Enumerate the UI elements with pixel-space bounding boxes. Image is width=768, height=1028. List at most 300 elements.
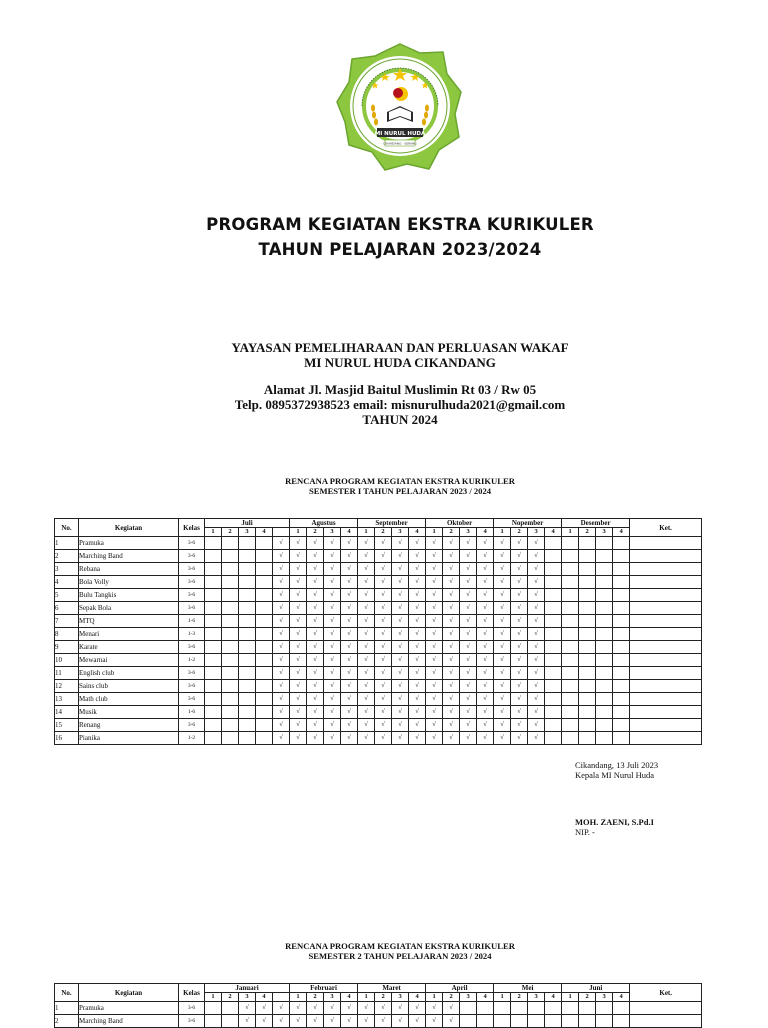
check-mark: √ xyxy=(341,667,358,680)
row-note xyxy=(630,589,702,602)
check-mark: √ xyxy=(341,628,358,641)
empty-cell xyxy=(579,615,596,628)
check-mark: √ xyxy=(426,693,443,706)
check-mark: √ xyxy=(324,1002,341,1015)
signature-nip: NIP. - xyxy=(575,827,595,837)
check-mark: √ xyxy=(528,576,545,589)
header-week: 3 xyxy=(324,528,341,537)
header-week: 4 xyxy=(477,528,494,537)
document-title-line2: TAHUN PELAJARAN 2023/2024 xyxy=(258,240,542,259)
empty-cell xyxy=(239,654,256,667)
check-mark: √ xyxy=(358,550,375,563)
check-mark: √ xyxy=(443,615,460,628)
header-week: 1 xyxy=(358,993,375,1002)
empty-cell xyxy=(596,1015,613,1028)
header-week: 1 xyxy=(562,528,579,537)
empty-cell xyxy=(579,680,596,693)
empty-cell xyxy=(545,719,562,732)
row-activity: Karate xyxy=(79,641,179,654)
row-activity: Sains club xyxy=(79,680,179,693)
empty-cell xyxy=(545,680,562,693)
check-mark: √ xyxy=(307,602,324,615)
empty-cell xyxy=(579,1015,596,1028)
row-activity: Menari xyxy=(79,628,179,641)
empty-cell xyxy=(596,615,613,628)
empty-cell xyxy=(239,550,256,563)
header-month: April xyxy=(426,984,494,993)
empty-cell xyxy=(545,563,562,576)
check-mark: √ xyxy=(426,1002,443,1015)
check-mark: √ xyxy=(341,563,358,576)
check-mark: √ xyxy=(392,537,409,550)
check-mark: √ xyxy=(324,654,341,667)
empty-cell xyxy=(596,602,613,615)
check-mark: √ xyxy=(273,537,290,550)
header-kegiatan: Kegiatan xyxy=(79,519,179,537)
row-note xyxy=(630,732,702,745)
table-row xyxy=(55,615,702,628)
check-mark: √ xyxy=(375,576,392,589)
empty-cell xyxy=(613,589,630,602)
check-mark: √ xyxy=(392,550,409,563)
check-mark: √ xyxy=(528,667,545,680)
header-week xyxy=(273,993,290,1002)
check-mark: √ xyxy=(477,641,494,654)
empty-cell xyxy=(205,667,222,680)
row-activity: English club xyxy=(79,667,179,680)
check-mark: √ xyxy=(290,628,307,641)
signature-position: Kepala MI Nurul Huda xyxy=(575,770,655,780)
header-week: 4 xyxy=(409,993,426,1002)
empty-cell xyxy=(562,680,579,693)
row-note xyxy=(630,550,702,563)
row-note xyxy=(630,680,702,693)
row-note xyxy=(630,1015,702,1028)
empty-cell xyxy=(256,563,273,576)
header-kelas: Kelas xyxy=(179,519,205,537)
row-number: 6 xyxy=(55,602,79,615)
header-month: Agustus xyxy=(290,519,358,528)
check-mark: √ xyxy=(290,576,307,589)
check-mark: √ xyxy=(307,563,324,576)
check-mark: √ xyxy=(273,628,290,641)
empty-cell xyxy=(205,576,222,589)
empty-cell xyxy=(579,550,596,563)
header-week xyxy=(273,528,290,537)
school-address: Alamat Jl. Masjid Baitul Muslimin Rt 03 / Rw 05 xyxy=(263,382,537,397)
row-note xyxy=(630,563,702,576)
check-mark: √ xyxy=(358,537,375,550)
check-mark: √ xyxy=(409,732,426,745)
check-mark: √ xyxy=(426,706,443,719)
check-mark: √ xyxy=(511,680,528,693)
row-class: 1-3 xyxy=(179,628,205,641)
check-mark: √ xyxy=(494,706,511,719)
row-activity: Bulu Tangkis xyxy=(79,589,179,602)
row-note xyxy=(630,693,702,706)
row-activity: Marching Band xyxy=(79,550,179,563)
check-mark: √ xyxy=(324,706,341,719)
empty-cell xyxy=(562,719,579,732)
empty-cell xyxy=(596,589,613,602)
check-mark: √ xyxy=(409,693,426,706)
row-number: 9 xyxy=(55,641,79,654)
row-class: 3-6 xyxy=(179,693,205,706)
check-mark: √ xyxy=(375,1015,392,1028)
header-month: Mei xyxy=(494,984,562,993)
header-week: 1 xyxy=(205,528,222,537)
check-mark: √ xyxy=(528,693,545,706)
check-mark: √ xyxy=(409,589,426,602)
check-mark: √ xyxy=(324,602,341,615)
check-mark: √ xyxy=(273,1015,290,1028)
check-mark: √ xyxy=(460,719,477,732)
check-mark: √ xyxy=(392,706,409,719)
header-week: 2 xyxy=(222,993,239,1002)
check-mark: √ xyxy=(494,680,511,693)
empty-cell xyxy=(256,667,273,680)
institution-name: YAYASAN PEMELIHARAAN DAN PERLUASAN WAKAF xyxy=(231,340,569,355)
check-mark: √ xyxy=(307,706,324,719)
check-mark: √ xyxy=(443,563,460,576)
empty-cell xyxy=(256,706,273,719)
empty-cell xyxy=(562,732,579,745)
check-mark: √ xyxy=(494,576,511,589)
check-mark: √ xyxy=(409,602,426,615)
check-mark: √ xyxy=(460,706,477,719)
check-mark: √ xyxy=(273,654,290,667)
check-mark: √ xyxy=(239,1015,256,1028)
check-mark: √ xyxy=(273,615,290,628)
check-mark: √ xyxy=(409,550,426,563)
empty-cell xyxy=(596,576,613,589)
check-mark: √ xyxy=(426,550,443,563)
row-class: 3-6 xyxy=(179,602,205,615)
check-mark: √ xyxy=(290,589,307,602)
check-mark: √ xyxy=(409,537,426,550)
empty-cell xyxy=(596,641,613,654)
check-mark: √ xyxy=(324,641,341,654)
check-mark: √ xyxy=(426,732,443,745)
semester2-subheading: SEMESTER 2 TAHUN PELAJARAN 2023 / 2024 xyxy=(308,951,492,961)
header-week: 3 xyxy=(392,993,409,1002)
empty-cell xyxy=(562,602,579,615)
header-week: 4 xyxy=(341,993,358,1002)
semester2-schedule-table xyxy=(54,983,702,1028)
empty-cell xyxy=(562,667,579,680)
row-activity: Sepak Bola xyxy=(79,602,179,615)
check-mark: √ xyxy=(426,719,443,732)
check-mark: √ xyxy=(460,680,477,693)
check-mark: √ xyxy=(341,589,358,602)
header-week: 2 xyxy=(375,993,392,1002)
check-mark: √ xyxy=(443,732,460,745)
empty-cell xyxy=(239,693,256,706)
check-mark: √ xyxy=(528,628,545,641)
row-activity: MTQ xyxy=(79,615,179,628)
row-activity: Pramuka xyxy=(79,1002,179,1015)
empty-cell xyxy=(613,667,630,680)
row-note xyxy=(630,628,702,641)
check-mark: √ xyxy=(324,1015,341,1028)
row-class: 3-6 xyxy=(179,641,205,654)
check-mark: √ xyxy=(324,537,341,550)
table-row xyxy=(55,693,702,706)
check-mark: √ xyxy=(409,654,426,667)
row-class: 3-6 xyxy=(179,537,205,550)
empty-cell xyxy=(222,576,239,589)
empty-cell xyxy=(222,550,239,563)
row-note xyxy=(630,1002,702,1015)
row-note xyxy=(630,667,702,680)
check-mark: √ xyxy=(358,667,375,680)
row-activity: Musik xyxy=(79,706,179,719)
empty-cell xyxy=(613,602,630,615)
empty-cell xyxy=(596,732,613,745)
check-mark: √ xyxy=(392,641,409,654)
header-week: 2 xyxy=(443,528,460,537)
check-mark: √ xyxy=(307,1002,324,1015)
empty-cell xyxy=(222,719,239,732)
row-number: 7 xyxy=(55,615,79,628)
empty-cell xyxy=(596,550,613,563)
header-week: 3 xyxy=(460,993,477,1002)
check-mark: √ xyxy=(273,732,290,745)
check-mark: √ xyxy=(528,719,545,732)
check-mark: √ xyxy=(426,628,443,641)
row-number: 13 xyxy=(55,693,79,706)
empty-cell xyxy=(596,706,613,719)
row-activity: Pramuka xyxy=(79,537,179,550)
empty-cell xyxy=(562,706,579,719)
row-class: 3-6 xyxy=(179,563,205,576)
check-mark: √ xyxy=(409,641,426,654)
empty-cell xyxy=(205,1015,222,1028)
empty-cell xyxy=(579,576,596,589)
document-year: TAHUN 2024 xyxy=(362,412,438,427)
header-week: 2 xyxy=(511,528,528,537)
check-mark: √ xyxy=(494,693,511,706)
check-mark: √ xyxy=(375,732,392,745)
empty-cell xyxy=(222,1015,239,1028)
empty-cell xyxy=(222,1002,239,1015)
empty-cell xyxy=(239,537,256,550)
check-mark: √ xyxy=(511,563,528,576)
logo-banner-text: MI NURUL HUDA xyxy=(374,131,426,137)
check-mark: √ xyxy=(426,654,443,667)
table-row xyxy=(55,537,702,550)
check-mark: √ xyxy=(290,667,307,680)
check-mark: √ xyxy=(307,615,324,628)
empty-cell xyxy=(205,602,222,615)
row-activity: Mewarnai xyxy=(79,654,179,667)
header-week: 3 xyxy=(460,528,477,537)
check-mark: √ xyxy=(273,550,290,563)
empty-cell xyxy=(205,654,222,667)
empty-cell xyxy=(205,641,222,654)
empty-cell xyxy=(562,693,579,706)
table-row xyxy=(55,667,702,680)
school-logo xyxy=(335,42,465,172)
empty-cell xyxy=(205,719,222,732)
check-mark: √ xyxy=(290,641,307,654)
empty-cell xyxy=(545,706,562,719)
check-mark: √ xyxy=(392,615,409,628)
header-month: Desember xyxy=(562,519,630,528)
empty-cell xyxy=(256,732,273,745)
check-mark: √ xyxy=(494,615,511,628)
row-class: 1-2 xyxy=(179,732,205,745)
check-mark: √ xyxy=(392,693,409,706)
empty-cell xyxy=(562,576,579,589)
check-mark: √ xyxy=(443,654,460,667)
empty-cell xyxy=(222,680,239,693)
row-class: 3-6 xyxy=(179,550,205,563)
check-mark: √ xyxy=(443,589,460,602)
check-mark: √ xyxy=(460,550,477,563)
empty-cell xyxy=(613,550,630,563)
empty-cell xyxy=(545,589,562,602)
header-week: 2 xyxy=(443,993,460,1002)
header-month: Oktober xyxy=(426,519,494,528)
check-mark: √ xyxy=(341,550,358,563)
header-week: 4 xyxy=(613,993,630,1002)
check-mark: √ xyxy=(409,615,426,628)
check-mark: √ xyxy=(273,589,290,602)
header-week: 2 xyxy=(579,528,596,537)
check-mark: √ xyxy=(409,706,426,719)
empty-cell xyxy=(545,537,562,550)
row-number: 15 xyxy=(55,719,79,732)
check-mark: √ xyxy=(443,641,460,654)
empty-cell xyxy=(205,680,222,693)
row-number: 10 xyxy=(55,654,79,667)
check-mark: √ xyxy=(290,680,307,693)
header-week: 2 xyxy=(307,993,324,1002)
check-mark: √ xyxy=(426,680,443,693)
check-mark: √ xyxy=(460,654,477,667)
check-mark: √ xyxy=(477,576,494,589)
check-mark: √ xyxy=(460,641,477,654)
empty-cell xyxy=(596,693,613,706)
check-mark: √ xyxy=(426,563,443,576)
row-number: 1 xyxy=(55,1002,79,1015)
check-mark: √ xyxy=(375,641,392,654)
check-mark: √ xyxy=(443,1002,460,1015)
empty-cell xyxy=(205,628,222,641)
header-week: 2 xyxy=(511,993,528,1002)
check-mark: √ xyxy=(528,537,545,550)
check-mark: √ xyxy=(273,563,290,576)
header-week: 2 xyxy=(222,528,239,537)
signature-place-date: Cikandang, 13 Juli 2023 xyxy=(575,760,659,770)
check-mark: √ xyxy=(409,628,426,641)
check-mark: √ xyxy=(307,693,324,706)
empty-cell xyxy=(256,576,273,589)
empty-cell xyxy=(511,1015,528,1028)
check-mark: √ xyxy=(341,602,358,615)
semester1-heading: RENCANA PROGRAM KEGIATAN EKSTRA KURIKULER xyxy=(285,476,515,486)
check-mark: √ xyxy=(494,654,511,667)
row-activity: Pianika xyxy=(79,732,179,745)
empty-cell xyxy=(613,537,630,550)
header-no: No. xyxy=(55,984,79,1002)
row-number: 4 xyxy=(55,576,79,589)
check-mark: √ xyxy=(273,719,290,732)
check-mark: √ xyxy=(341,693,358,706)
check-mark: √ xyxy=(324,693,341,706)
empty-cell xyxy=(596,654,613,667)
table-row xyxy=(55,576,702,589)
check-mark: √ xyxy=(528,654,545,667)
check-mark: √ xyxy=(494,628,511,641)
check-mark: √ xyxy=(494,641,511,654)
header-month: Februari xyxy=(290,984,358,993)
check-mark: √ xyxy=(409,576,426,589)
empty-cell xyxy=(239,667,256,680)
check-mark: √ xyxy=(290,693,307,706)
empty-cell xyxy=(511,1002,528,1015)
empty-cell xyxy=(494,1015,511,1028)
check-mark: √ xyxy=(460,589,477,602)
empty-cell xyxy=(256,641,273,654)
empty-cell xyxy=(239,589,256,602)
header-week: 3 xyxy=(392,528,409,537)
check-mark: √ xyxy=(290,719,307,732)
empty-cell xyxy=(222,732,239,745)
check-mark: √ xyxy=(409,1015,426,1028)
check-mark: √ xyxy=(511,537,528,550)
check-mark: √ xyxy=(375,680,392,693)
check-mark: √ xyxy=(307,732,324,745)
check-mark: √ xyxy=(426,537,443,550)
header-ket: Ket. xyxy=(630,519,702,537)
empty-cell xyxy=(579,628,596,641)
check-mark: √ xyxy=(409,563,426,576)
header-week: 3 xyxy=(528,528,545,537)
check-mark: √ xyxy=(375,615,392,628)
empty-cell xyxy=(205,706,222,719)
empty-cell xyxy=(545,732,562,745)
empty-cell xyxy=(222,693,239,706)
empty-cell xyxy=(613,641,630,654)
check-mark: √ xyxy=(273,641,290,654)
empty-cell xyxy=(222,641,239,654)
header-week: 3 xyxy=(324,993,341,1002)
header-week: 4 xyxy=(409,528,426,537)
empty-cell xyxy=(239,732,256,745)
header-week: 1 xyxy=(494,993,511,1002)
empty-cell xyxy=(205,1002,222,1015)
header-week: 3 xyxy=(528,993,545,1002)
check-mark: √ xyxy=(290,1002,307,1015)
check-mark: √ xyxy=(273,576,290,589)
check-mark: √ xyxy=(341,576,358,589)
table-row xyxy=(55,628,702,641)
empty-cell xyxy=(222,589,239,602)
empty-cell xyxy=(579,732,596,745)
check-mark: √ xyxy=(511,602,528,615)
row-number: 12 xyxy=(55,680,79,693)
empty-cell xyxy=(256,680,273,693)
check-mark: √ xyxy=(358,693,375,706)
semester2-heading: RENCANA PROGRAM KEGIATAN EKSTRA KURIKULER xyxy=(285,941,515,951)
empty-cell xyxy=(222,706,239,719)
header-week: 3 xyxy=(596,528,613,537)
check-mark: √ xyxy=(290,550,307,563)
check-mark: √ xyxy=(392,602,409,615)
check-mark: √ xyxy=(460,602,477,615)
